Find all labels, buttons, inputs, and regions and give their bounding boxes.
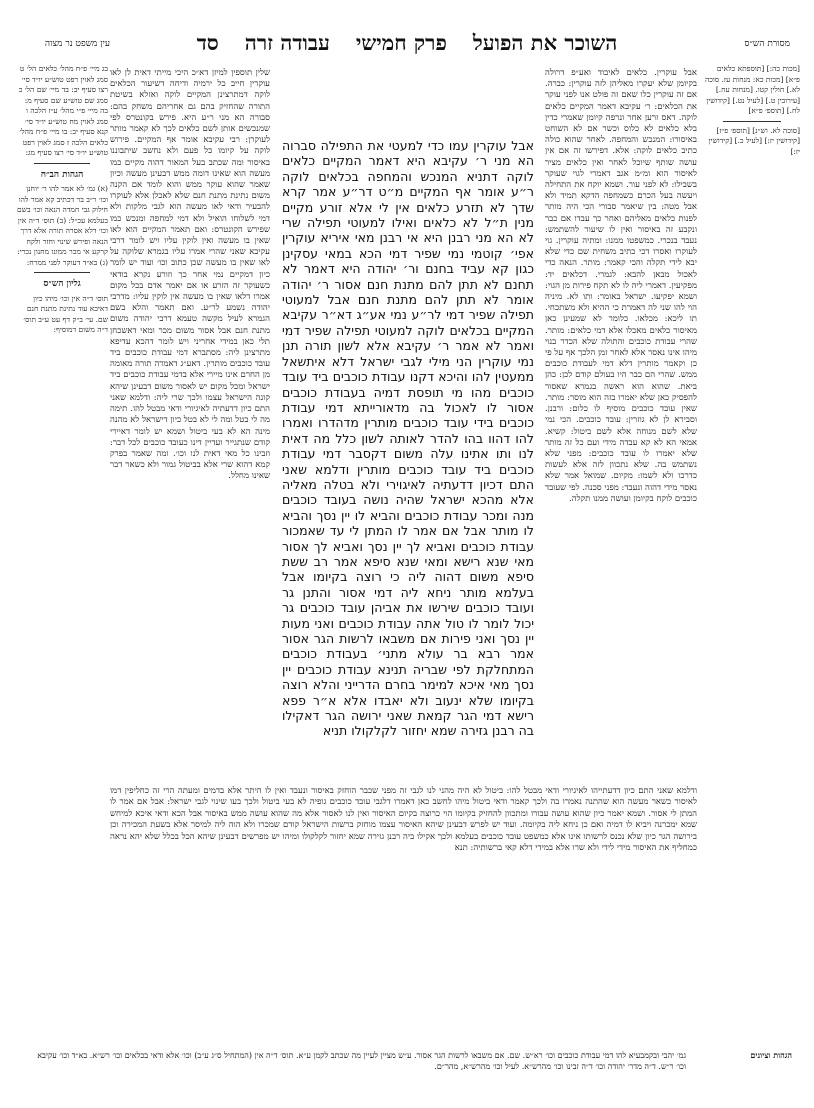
page-title	[110, 28, 704, 58]
page-header	[0, 28, 814, 58]
masoret-references-2: [סוכה לא. וש״נ] [תוספ׳ פ״ז] [קידושין יז:] [לעיל כ.] [קידושין יז:]	[708, 125, 800, 156]
rashi-commentary: אבל עוקרין. כלאים לאיבוד ואע״פ דרולה בקיומן שלא יעקרו מאליהן לזה עוקרין: כברה. אם זה עוקרין כלו שאם זה פולט אנו לפני עוקר את הכלאים: ר׳ עקיבא דאמר המקיים כלאים לוקה. דאס זרען אחר ונרפה קיומן שאמרי כדין בלא כלאים לא כלוס וכשר אם לא השוחט באיסורו: המנכש והמחפה. לאחר שהוא כולה כתיב כלאים לוקה: אלא. דפירשו זה אם אין עושה שותף שיוכל לאחר ואין כלאים מציר לאיסור הוא ומ״מ אגב דאמרי לגוי שעוקר בשבילו: לא לפני עור. ושמא יוקח את התחילה ויעשה בעל הכרם כשמחפה הדקא תמיד ולא אבל מטה: בין שיאמר סבורי הכי היה מותר לפנות כלאים מאליהם ואחר כך עבדו אם כבר ונקבע זה באיסור ואין לו שיעור להשתמש: נעבד בנכרי. כמשפטו ממנו: ומתיה עוקרין. גוי לעוקרו ואסרו דכי כתיב משחית שם כדי שלא יבא לידי תקלה והכי קאמר: מותר. הנאה כדי לאכול מבאן להבא: לגמרי. דכלאים יד: מפקיעין. דאמרי ליה לו לא תקח פירות מן הגוי: ושמא יפקיעו. ישראל באומר: ותו לא. מיניה הוי להו שני לה דאמרת כי ההיא ולא משתכחי. תו ליכא: מכלאו. כלומר לא שמעינן כאן מאיסור כלאים מאכלו אלא דמי כלאים: מותר. שהרי עבודת כוכבים והתולה שלא הכדר בנוי מיהו אינו נאסר אלא לאחר זמן הלכך אף על פי כן וקאמר מותרין דלא דמי לעבודת כוכבים ממש. שהרי הם כבר היו בעולם קודם לכן: כהן ביאת. שהוא הוא ראשה בגמרא שאסור להפסיק כאן שלא יאמרו בזה הוא מוסר: מותר. שאין עובד כוכבים מוסיף לו כלום: ורבנן. וסבירא לן לא גוזרין: עובד כוכבים. הכי נמי שלא לשם מנוחה אלא לשם ביטול: קשיא. אמאי הא לא קא עבדה מידי ועם כל זה מותר שלא יאמרו לו עובד כוכבים: מפני שלא נשתמש בה. שלא נתכוון לזה אלא לעשות כדרכו ולא לשמו: מקיום. שמואל אמר שלא נאסר מידי דהוה ונעבד: מפני סכנה. לפי שעובד כוכבים לוקח בקיומן ועושה ממנו תקלה.	[545, 68, 697, 504]
left-margin-notes	[16, 64, 108, 1024]
masoret-hashas-label: מסורת הש״ס	[744, 39, 790, 49]
footer-label: הגהות וציונים	[750, 1050, 792, 1060]
ein-mishpat-entries: בג מיי׳ פ״ח מהל׳ כלאים הל׳ ט סמג לאוין רפט טוש״ע יו״ד סי׳ רצו סעיף יב: בד מיי׳ שם הל׳ כ סמג שם טוש״ע שם סעיף מ: בה מיי׳ פ״י מהל׳ ע״ז הלכה ו סמג לאוין מח טוש״ע יו״ד סי׳ קנא סעיף יב: בו מיי׳ פ״ח מהל׳ כלאים הלכה ז סמג לאוין רפט טוש״ע יו״ד סי׳ רצו סעיף מג:	[18, 64, 108, 157]
footer-notes: גמ׳ יהבי ובקמבעיא להו דמי עבודת כוכבים וכו׳ רא״ש. שם. אם משבאו לרשות הגר אסור. ע״ש מציין לעיין מה שכתב לקמן ע״א. תוס׳ ד״ה אין (המתחיל ס״ג ע״ב) וכו׳ אלא ודאי בכלאים וכו׳ רש״א. בא״ד וכו׳ עקיבא וכו׳ ר״ש. ד״ה מדר׳ יהודה וכו׳ ד״ה זבינו וכו׳ מהרש״א. לעיל וכו׳ מהרש״א, מהר״ם.	[37, 1051, 686, 1071]
title-chapter-name: השוכר את הפועל	[472, 30, 618, 55]
gilyon-hashas-title: גליון הש״ס	[43, 279, 81, 289]
title-folio: סד	[196, 30, 219, 55]
right-margin-references	[704, 64, 800, 784]
divider	[723, 121, 781, 122]
tosafot-commentary: שלין תוספין למיזן דא״כ היכי מייתי דאית לן לאו עוקרין חייב כל ירמיה ודיחה דשיעור הכלאים לוקה דמתרצינן המקיים לוקה ואזלא בשיטת התורה שהחזיק בהם גם אחריהם משחק בהם: סבורה הא מני ר״ע היא. פירש בקונטרס לפי שמנכשים אותן לשם כלאים לכך לא קאמר מותר לעוקרן: רבי עקיבא אומר אף המקיים. פירוש לוקה על קיומו כל פעם ולא נחשב שיתבוננו באיסור ומה שכתב בעל המאור דהוה מקיים כמו מעשה הוא שאינו דומה ממש דבעינן מעשה וכיון שאמר שהוא עוקר ממש והוא לומד אם הקנה משום נתינת מתנת חנם שלא לאכלן אלא לעוקרו להבעיר ודאי לאו מעשה הוא לגבי מלקות ולא דמי לשלוחו הואיל ולא דמי למחפה ומנכש כמו שפירש הקונטרס: ואם תאמר המקיים הוא לאו שאין בו מעשה ואין לוקין עליו ויש לומר דרבי עקיבא שאני שהרי אמרו עליו בגמרא שלוקה על לאו שאין בו מעשה שכן כתוב וכו׳ ועוד יש לומר כיון דמקיים נמי אחר כך וזורע נקרא בודאי כשעוקר זה הזרע או אם יאמר אדם בכל מקום אמרו דלאו שאין בו מעשה אין לוקין עליו: מדרבי יהודה נשמע לר״ע. ואם תאמר והלא בשם הגמרא לעיל מקשה טעמא דרבי יהודה משום מתנת חנם אבל אסור משום מכר ומאי דאשכחן תלי כאן במידי אחריני ויש לומר דהכא עדיפא מתרצינן ליה: מסתברא דמי עבודת כוכבים ביד עובד כוכבים מותרין. דאע״ג דאמרה תורה מאומה מן החרם אינו מיירי אלא בדמי עבודת כוכבים ביד ישראל ומכל מקום יש לאסור משום דבעינן שיהא קונה הישראל עצמו ולכך שרי ליה: ודלמא שאני התם כיון דדעתיה לאיגיורי ודאי מבטל להו. תימה מה לי בטל ומה לי לא בטל כיון דישראל לא מהנה מינה הא לא בעי ביטול ושמא יש לומר דאיירי קודם שנתגייר ועדיין דינו כעובד כוכבים לכל דבר: וזבינו כל מאי דאית לנו וכו׳. ומה שאמר בפרק קמא דהוא שרי אלא בביטול גמור ולא כשאר דבר שאינו מחלל.	[110, 68, 270, 482]
divider	[34, 163, 89, 164]
divider	[34, 272, 89, 273]
title-chapter-number: פרק חמישי	[355, 30, 447, 55]
title-tractate: עבודה זרה	[244, 30, 330, 55]
ein-mishpat-label: עין משפט נר מצוה	[44, 39, 110, 49]
bottom-commentary: ודלמא שאני התם כיון דדעתייהו לאיגיורי ודאי מבטל להו: ביטול לא היה מהני לנו לגבי זה מפני שכבר הוחזק באיסור ונעבד ואין לו היתר אלא בדמים ומעתה הרי זה כחליפין דמו לאיסור כשאר מעשה הוא שהתנה נאמרו בה ולכך קאמר ודאי ביטול מיהו לחשב כאן דאמרו דלגבי עובד כוכבים גופיה לא בעי ביטול ולכך בעו שינוי לגבי ישראל: אבל אם אמר לו המתן לי אסור. ושמא יאמר כיון שהוא עושה עבורו ומתכוון להחזיק בקיומו הוי כרוצה בקיום האיסור ואין לנו לאסור אלא מה שהוא עושה ממש באיסור אבל הכא ודאי איכא למיחש שמא ימכרנה ויביא לו דמיה ואם כן ניחא ליה בקיומה. ועוד יש לפרש דבעינן שיהא האיסור עצמו מוחזק ברשות הישראל קודם שמכרו ולא הוה ליה למיסר אלא בשעת המכירה וכן בירושה הגר כיון שלא נכנס לרשותו אינו אלא כמשפט עובד כוכבים בעלמא ולכך אקילו ביה רבנן גזירה שמא יחזור לקלקולו ומיהו יש מפרשים דבעינן שיהא הכל בכלל שלא יהא נראה כמחליף את האיסור מידי לידי ולא שרו אלא במידי דלא קאי ברשותיה: תנא	[110, 786, 697, 854]
masoret-references: [מכות כה:] [תוספתא כלאים פ״א] [מכות כא: מנחות עז. סוכה לא.] חולין קטו. [מנחות עח.] [עירובין ט.] [לעיל נט.] [קידושין לח.] [תוספ׳ פ״א]	[704, 64, 800, 115]
gemara-main-text: אבל עוקרין עמו כדי למעטי את התפילה סברוה הא מני ר׳ עקיבא היא דאמר המקיים כלאים לוקה דתניא המנכש והמחפה בכלאים לוקה ר״ע אומר אף המקיים מ״ט דר״ע אמר קרא שדך לא תזרע כלאים אין לי אלא זורע מקיים מנין ת״ל לא כלאים ואילו למעוטי תפילה שרי לא הא מני רבנן היא אי רבנן מאי איריא עוקרין אפי׳ קוטמי נמי שפיר דמי הכא במאי עסקינן כגון קא עביד בחנם ור׳ יהודה היא דאמר לא תחנם לא תתן להם מתנת חנם אסור ר׳ יהודה אומר לא תתן להם מתנת חנם אבל למעוטי תפילה שפיר דמי לר״ע נמי אע״ג דא״ר עקיבא המקיים בכלאים לוקה למעוטי תפילה שפיר דמי ואמר לא אמר ר׳ עקיבא אלא לשון תורה תנן נמי עוקרין הני מילי לגבי ישראל דלא איתשאל ממעטין להו והיכא דקנו עבודת כוכבים ביד עובד כוכבים מהו מי תופסת דמיה בעבודת כוכבים אסור לו לאכול בה מדאורייתא דמי עבודת כוכבים בידי עובד כוכבים מותרין מדהדרו ואמרו להו דהוו בהו להדר לאותה לשון כלל מה דאית לנו ותו אתינו עלה משום דקסבר דמי עבודת כוכבים ביד עובד כוכבים מותרין ודלמא שאני התם דכיון דדעתיה לאיגוירי ולא בטלה מאליה אלא מהכא ישראל שהיה נושה בעובד כוכבים מנה ומכר עבודת כוכבים והביא לו יין נסך והביא לו מותר אבל אם אמר לו המתן לי עד שאמכור עבודת כוכבים ואביא לך יין נסך ואביא לך אסור מאי שנא רישא ומאי שנא סיפא אמר רב ששת סיפא משום דהוה ליה כי רוצה בקיומו אבל בעלמא מותר ניחא ליה דמי אסור והתנן גר ועובד כוכבים שירשו את אביהן עובד כוכבים גר יכול לומר לו טול אתה עבודת כוכבים ואני מעות יין נסך ואני פירות אם משבאו לרשות הגר אסור אמר רבא בר עולא מתני׳ בעבודת כוכבים המתחלקת לפי שבריה תנינא עבודת כוכבים יין נסך מאי איכא למימר בחרם הדרייני והלא רוצה בקיומו שלא ינעוב ולא יאבדו אלא א״ר פפא רישא דמי הגר קמאת שאני ירושה הגר דאקילו בה רבנן גזירה שמא יחזור לקלקולו תניא	[282, 138, 534, 739]
gilyon-hashas-text: תוס׳ ד״ה אין וכו׳ מיהו כיון דאיכא עוד נתינת מתנת חנם שם. עי׳ ב״ק דף עט ע״ב תוס׳ ד״ה משום דמוסיף:	[23, 293, 108, 334]
hagahot-habach-text: (א) גמ׳ לא אמר להו ר׳ יוחנן וכו׳ ר״ב בר דכתיב קא אמר להו חילוק גבי חמדה הנאה וכו׳ בשם בעלמא עכ״ל: (ב) תוס׳ ד״ה אין וכו׳ דלא אסרה תורה אלא דרך הנאה ופירש שינוי וחזר ולקח קרקע אי מכר ממונו מחנון נכרי: (ג) בא״ד דעוקר לפני ממרח:	[16, 184, 108, 267]
hagahot-habach-title: הגהות הב״ח	[40, 169, 84, 180]
